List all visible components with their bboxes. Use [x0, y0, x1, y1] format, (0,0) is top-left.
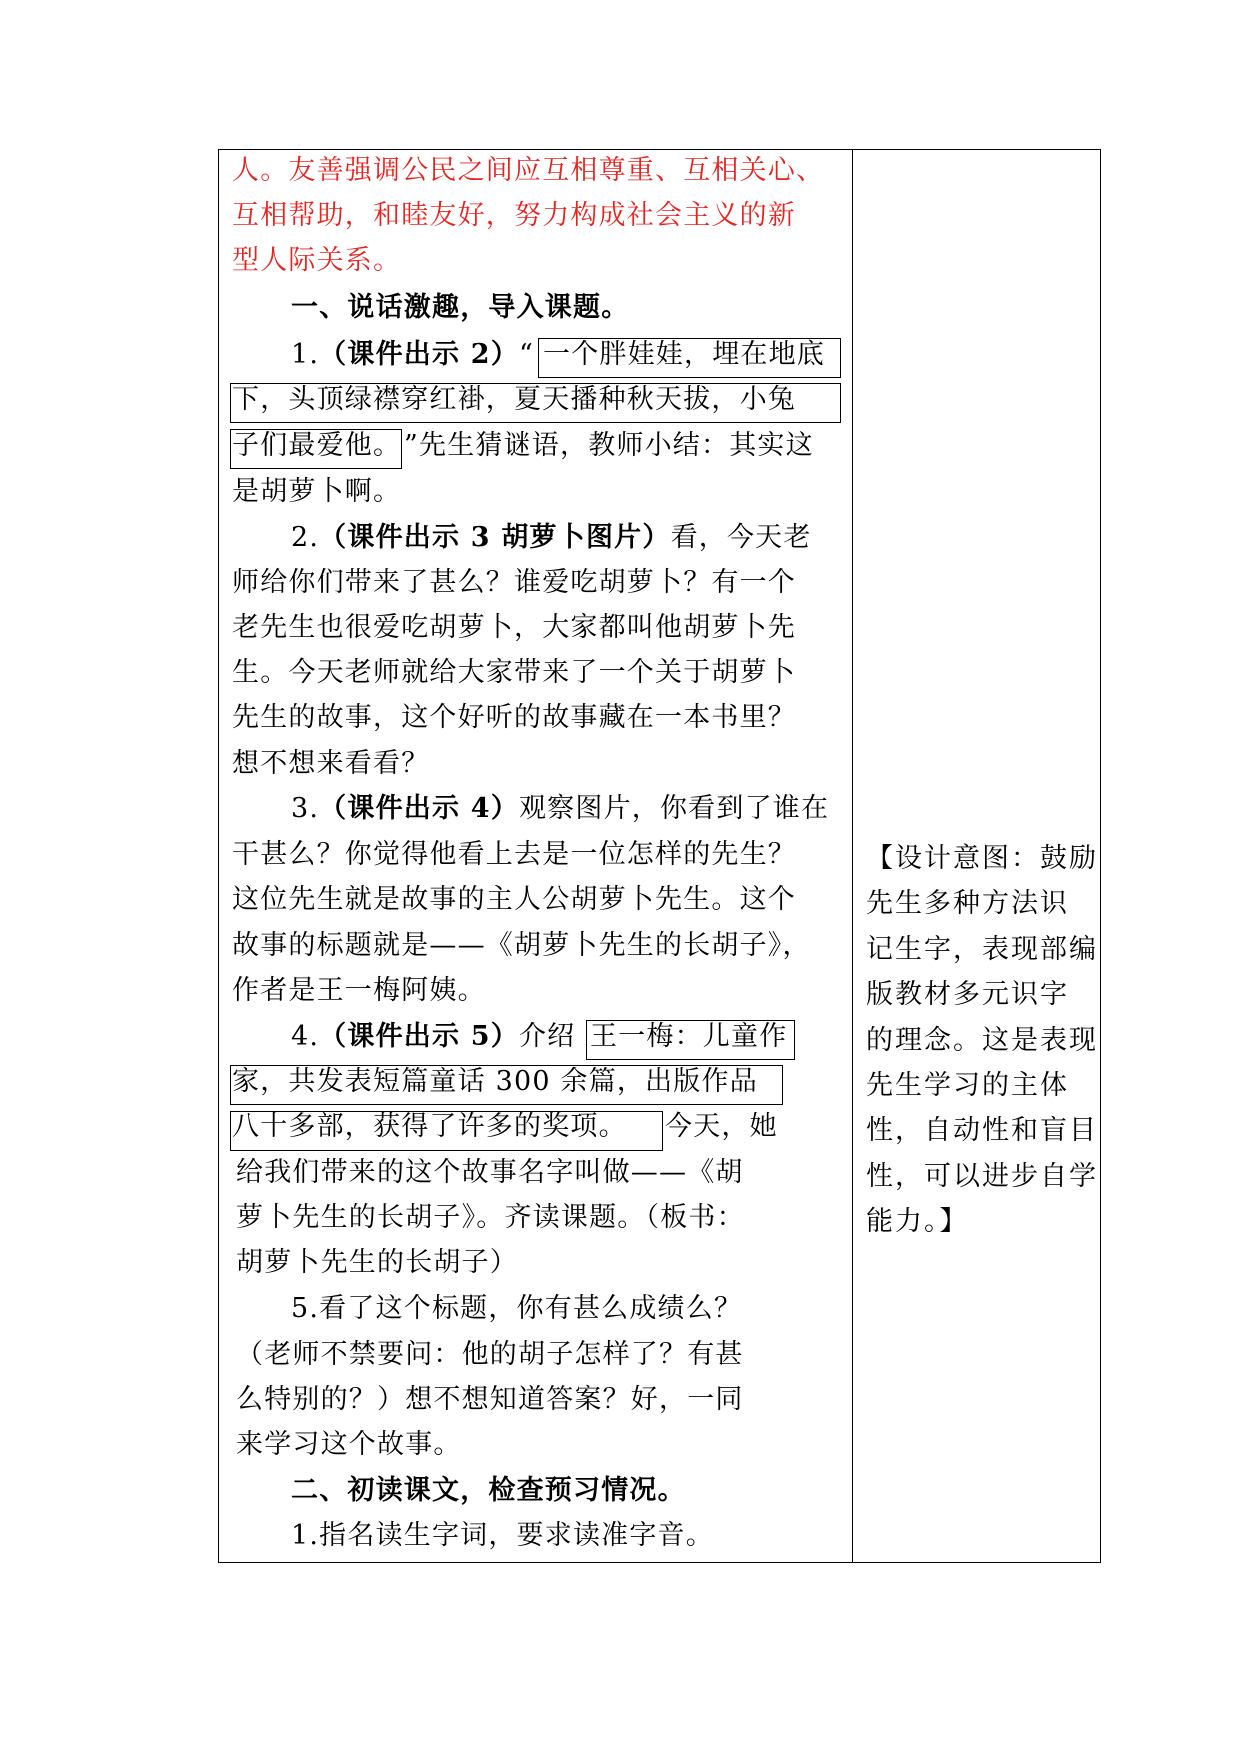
design-intent-line: 性，可以进步自学 — [866, 1161, 1098, 1192]
author-box-line2-text: 家，共发表短篇童话 300 余篇，出版作品 — [232, 1066, 758, 1097]
item5-line1: 5.看了这个标题，你有甚么成绩么？ — [291, 1293, 743, 1324]
design-intent-line: 能力。】 — [866, 1206, 969, 1237]
item3-line: 故事的标题就是——《胡萝卜先生的长胡子》， — [232, 930, 811, 961]
design-intent-line: 【设计意图：鼓励 — [866, 843, 1098, 874]
item2-line: 生。今天老师就给大家带来了一个关于胡萝卜 — [232, 657, 796, 688]
riddle-line2: 下，头顶绿襟穿红褂，夏天播种秋天拔，小兔 — [232, 384, 796, 415]
item1-rest-line3: ”先生猜谜语，教师小结：其实这 — [404, 430, 814, 461]
item3-line1 — [291, 789, 829, 829]
riddle-line1: 一个胖娃娃，埋在地底 — [543, 339, 825, 370]
item4-rest-line3: 今天，她 — [665, 1111, 778, 1142]
item4-line: 萝卜先生的长胡子》。齐读课题。（板书： — [236, 1202, 745, 1233]
design-intent-line: 性，自动性和盲目 — [866, 1115, 1098, 1146]
item3-line: 作者是王一梅阿姨。 — [232, 975, 486, 1006]
item3-line1-rest: 观察图片，你看到了谁在 — [518, 793, 830, 824]
item3-label: （课件出示 4） — [319, 793, 519, 824]
item1-number: 1. — [291, 339, 320, 370]
design-intent-line: 先生多种方法识 — [866, 888, 1069, 919]
item5-line: 来学习这个故事。 — [236, 1429, 462, 1460]
item1-line1 — [291, 335, 534, 375]
design-intent-line: 记生字，表现部编 — [866, 934, 1098, 965]
design-intent-line: 先生学习的主体 — [866, 1070, 1069, 1101]
item4-line1 — [291, 1017, 575, 1057]
item5-line: 么特别的？）想不想知道答案？好，一同 — [236, 1384, 744, 1415]
item3-line: 干甚么？你觉得他看上去是一位怎样的先生？ — [232, 839, 796, 870]
author-box-line1-text: 王一梅：儿童作 — [590, 1021, 788, 1052]
item2-line: 想不想来看看？ — [232, 748, 430, 779]
item4-line: 给我们带来的这个故事名字叫做——《胡 — [236, 1157, 744, 1188]
section2-heading: 二、初读课文，检查预习情况。 — [291, 1475, 686, 1506]
item1-quote-open: “ — [518, 339, 534, 370]
item1-line4: 是胡萝卜啊。 — [232, 476, 402, 507]
author-box-line3-text: 八十多部，获得了许多的奖项。 — [232, 1111, 627, 1142]
riddle-line3: 子们最爱他。 — [232, 430, 402, 461]
item2-number: 2. — [291, 522, 320, 553]
item4-intro: 介绍 — [518, 1021, 576, 1052]
item2-line: 先生的故事，这个好听的故事藏在一本书里？ — [232, 702, 796, 733]
column-divider — [852, 149, 853, 1563]
design-intent-line: 版教材多元识字 — [866, 979, 1069, 1010]
item4-number: 4. — [291, 1021, 320, 1052]
item2-line: 师给你们带来了甚么？谁爱吃胡萝卜？有一个 — [232, 567, 796, 598]
item3-number: 3. — [291, 793, 320, 824]
item4-line: 胡萝卜先生的长胡子） — [236, 1247, 518, 1278]
intro-red-line: 人。友善强调公民之间应互相尊重、互相关心、 — [232, 155, 825, 186]
section1-heading: 一、说话激趣，导入课题。 — [291, 292, 630, 323]
item2-label: （课件出示 3 胡萝卜图片） — [319, 522, 671, 553]
intro-red-line: 互相帮助，和睦友好，努力构成社会主义的新 — [232, 200, 796, 231]
item4-label: （课件出示 5） — [319, 1021, 519, 1052]
item2-line1 — [291, 518, 812, 558]
design-intent-line: 的理念。这是表现 — [866, 1025, 1098, 1056]
item2-line1-rest: 看，今天老 — [670, 522, 812, 553]
item2-line: 老先生也很爱吃胡萝卜，大家都叫他胡萝卜先 — [232, 612, 796, 643]
item5-line: （老师不禁要问：他的胡子怎样了？有甚 — [236, 1339, 744, 1370]
intro-red-line: 型人际关系。 — [232, 245, 402, 276]
section2-item1: 1.指名读生字词，要求读准字音。 — [291, 1520, 714, 1551]
item3-line: 这位先生就是故事的主人公胡萝卜先生。这个 — [232, 884, 796, 915]
item1-label: （课件出示 2） — [319, 339, 519, 370]
